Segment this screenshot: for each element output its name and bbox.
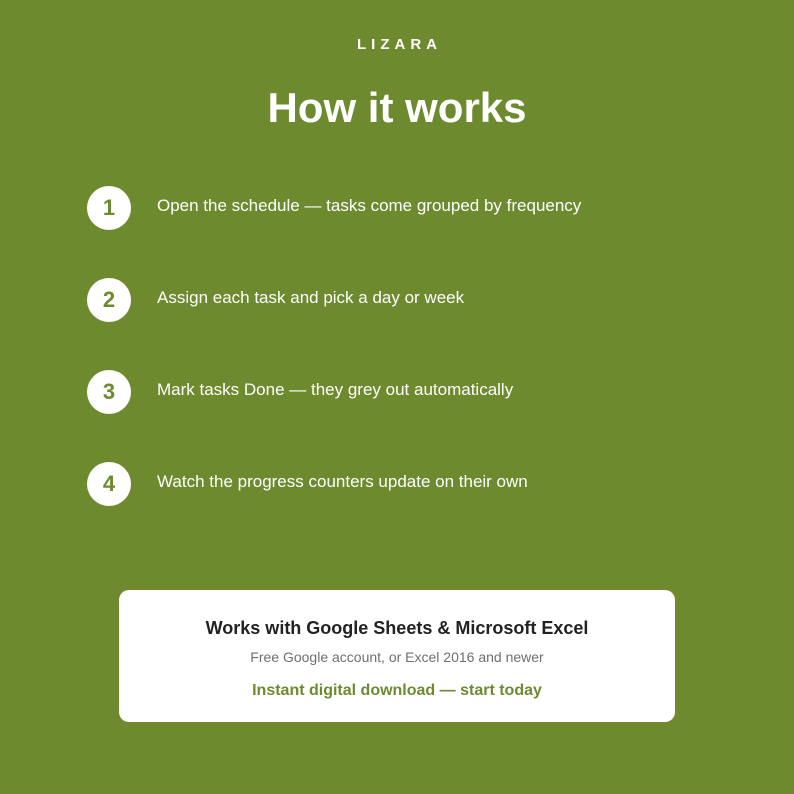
step-item-3: [87, 370, 727, 462]
step-item-4: [87, 462, 727, 554]
step-number-badge: 2: [87, 278, 131, 322]
step-item-1: [87, 186, 727, 278]
step-number-badge: 3: [87, 370, 131, 414]
step-text: Watch the progress counters update on their own: [157, 472, 528, 491]
step-number-badge: 4: [87, 462, 131, 506]
download-cta: Instant digital download — start today: [252, 682, 542, 699]
step-text: Open the schedule — tasks come grouped by frequency: [157, 196, 582, 215]
step-text: Mark tasks Done — they grey out automatically: [157, 380, 514, 399]
step-item-2: [87, 278, 727, 370]
step-number-badge: 1: [87, 186, 131, 230]
brand-logo: LIZARA: [357, 36, 442, 53]
compatibility-card: [119, 590, 675, 722]
card-title: Works with Google Sheets & Microsoft Excel: [205, 618, 589, 638]
steps-list: [87, 186, 727, 554]
step-text: Assign each task and pick a day or week: [157, 288, 465, 307]
card-subtitle: Free Google account, or Excel 2016 and newer: [250, 649, 544, 665]
page-title: How it works: [267, 84, 527, 131]
